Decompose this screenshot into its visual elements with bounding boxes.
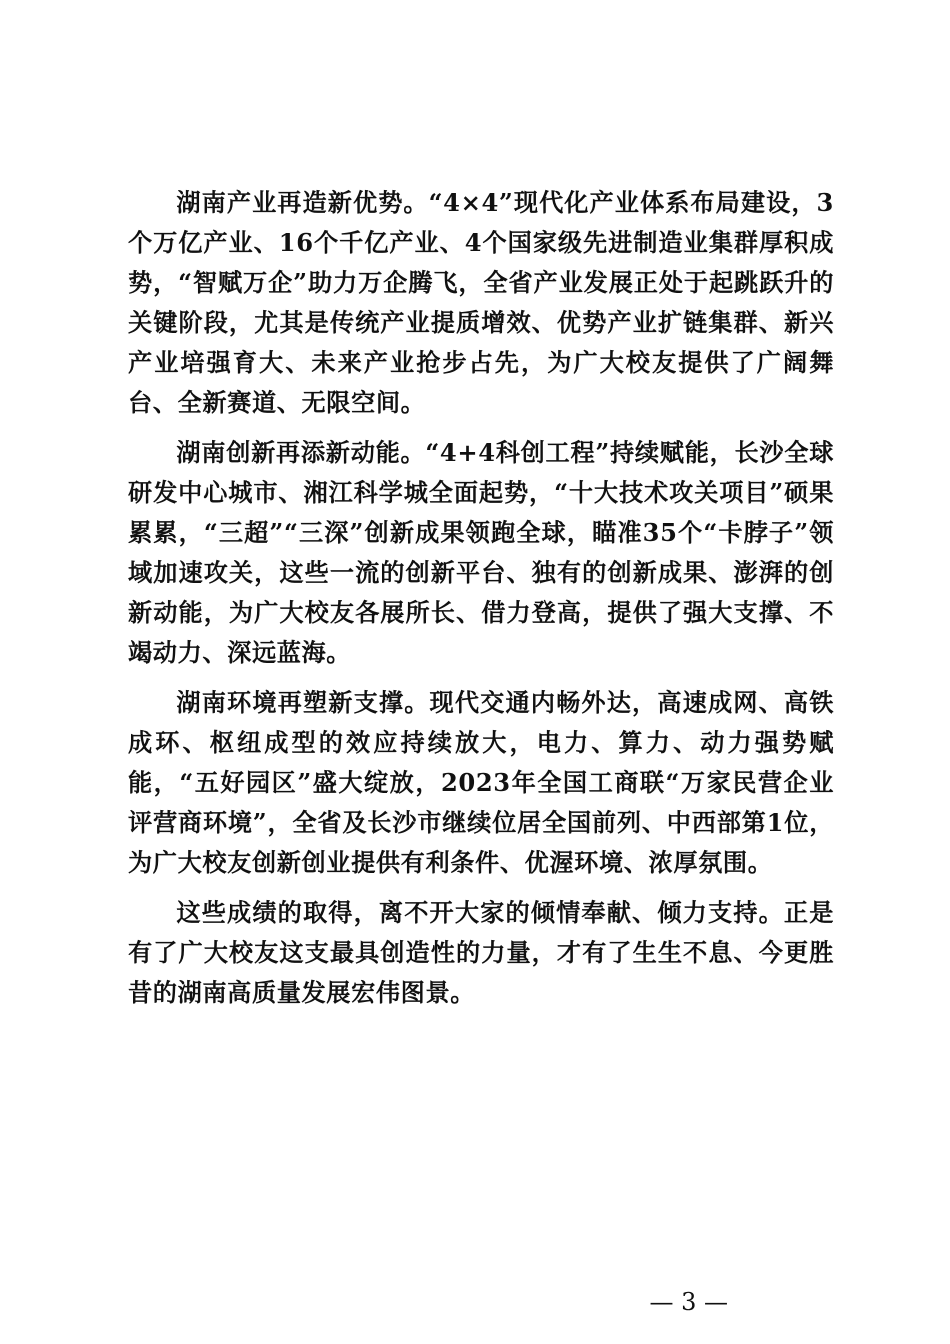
page-number-footer	[0, 1287, 950, 1317]
paragraph-conclusion: 这些成绩的取得，离不开大家的倾情奉献、倾力支持。正是有了广大校友这支最具创造性的力量，才有了生生不息、今更胜昔的湖南高质量发展宏伟图景。	[128, 898, 834, 1007]
paragraph-environment: 湖南环境再塑新支撑。现代交通内畅外达，高速成网、高铁成环、枢纽成型的效应持续放大，电力、算力、动力强势赋能，“五好园区”盛大绽放，2023年全国工商联“万家民营企业评营商环境”，全省及长沙市继续位居全国前列、中西部第1位，为广大校友创新创业提供有利条件、优渥环境、浓厚氛围。	[128, 688, 834, 877]
body-text	[128, 183, 834, 1013]
paragraph-innovation: 湖南创新再添新动能。“4+4科创工程”持续赋能，长沙全球研发中心城市、湘江科学城全面起势，“十大技术攻关项目”硕果累累，“三超”“三深”创新成果领跑全球，瞄准35个“卡脖子”领域加速攻关，这些一流的创新平台、独有的创新成果、澎湃的创新动能，为广大校友各展所长、借力登高，提供了强大支撑、不竭动力、深远蓝海。	[128, 438, 834, 667]
page-number: — 3 —	[649, 1288, 728, 1316]
paragraph-industry: 湖南产业再造新优势。“4×4”现代化产业体系布局建设，3个万亿产业、16个千亿产业、4个国家级先进制造业集群厚积成势，“智赋万企”助力万企腾飞，全省产业发展正处于起跳跃升的关键阶段，尤其是传统产业提质增效、优势产业扩链集群、新兴产业培强育大、未来产业抢步占先，为广大校友提供了广阔舞台、全新赛道、无限空间。	[128, 188, 834, 417]
